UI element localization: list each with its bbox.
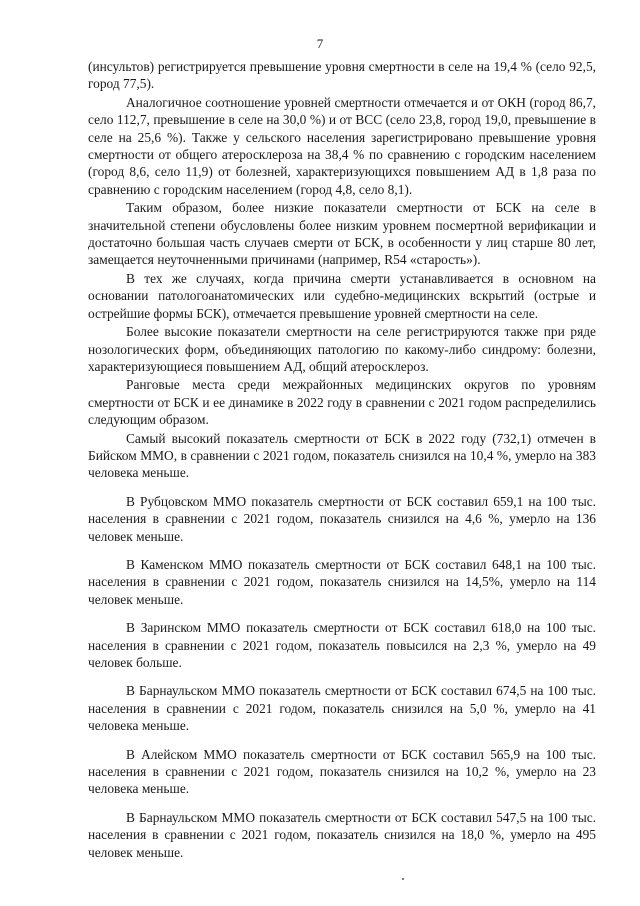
paragraph-10: В Заринском ММО показатель смертности от БСК составил 618,0 на 100 тыс. населения в сравнении с 2021 годом, показатель повысился на 2,3 %, умерло на 49 человек больше. [88, 620, 596, 670]
paragraph-1: (инсультов) регистрируется превышение уровня смертности в селе на 19,4 % (село 92,5, город 77,5). [88, 59, 596, 92]
paragraph-4: В тех же случаях, когда причина смерти устанавливается в основном на основании патологоанатомических или судебно-медицинских вскрытий (острые и острейшие формы БСК), отмечается превышение уровней смертности на селе. [88, 270, 596, 321]
paragraph-6: Ранговые места среди межрайонных медицинских округов по уровням смертности от БСК и ее динамике в 2022 году в сравнении с 2021 годом распределились следующим образом. [88, 377, 596, 428]
paragraph-13: В Барнаульском ММО показатель смертности от БСК составил 547,5 на 100 тыс. населения в сравнении с 2021 годом, показатель снизился на 18,0 %, умерло на 495 человек меньше. [88, 809, 596, 860]
paragraph-12: В Алейском ММО показатель смертности от БСК составил 565,9 на 100 тыс. населения в сравнении с 2021 годом, показатель снизился на 10,2 %, умерло на 23 человека меньше. [88, 746, 596, 797]
paragraph-5: Более высокие показатели смертности на селе регистрируются также при ряде нозологических форм, объединяющих патологию по какому-либо синдрому: болезни, характеризующиеся повышением АД, общий атеросклероз. [88, 324, 596, 374]
paragraph-9: В Каменском ММО показатель смертности от БСК составил 648,1 на 100 тыс. населения в сравнении с 2021 годом, показатель снизился на 14,5%, умерло на 114 человек меньше. [88, 556, 596, 607]
paragraph-11: В Барнаульском ММО показатель смертности от БСК составил 674,5 на 100 тыс. населения в сравнении с 2021 годом, показатель снизился на 5,0 %, умерло на 41 человека меньше. [88, 683, 596, 734]
scan-speck [402, 878, 404, 880]
paragraph-8: В Рубцовском ММО показатель смертности от БСК составил 659,1 на 100 тыс. населения в сравнении с 2021 годом, показатель снизился на 4,6 %, умерло на 136 человек меньше. [88, 493, 596, 544]
page-number: 7 [316, 36, 324, 51]
paragraph-3: Таким образом, более низкие показатели смертности от БСК на селе в значительной степени обусловлены более низким уровнем посмертной верификации и достаточно большая часть случаев смерти от БСК, в особенности у лиц старше 80 лет, замещается неуточненными причинами (например, R54 «старость»). [88, 200, 596, 268]
paragraph-2: Аналогичное соотношение уровней смертности отмечается и от ОКН (город 86,7, село 112,7, превышение в селе на 30,0 %) и от ВСС (село 23,8, город 19,0, превышение в селе на 25,6 %). Также у сельского населения зарегистрировано превышение уровня смертности от общего атеросклероза на 38,4 % по сравнению с городским населением (город 8,6, село 11,9) от болезней, характеризующихся повышением АД в 1,8 раза по сравнению с городским населением (город 4,8, село 8,1). [88, 94, 596, 197]
paragraph-7: Самый высокий показатель смертности от БСК в 2022 году (732,1) отмечен в Бийском ММО, в сравнении с 2021 годом, показатель снизился на 10,4 %, умерло на 383 человека меньше. [88, 430, 596, 481]
document-body [88, 58, 596, 861]
